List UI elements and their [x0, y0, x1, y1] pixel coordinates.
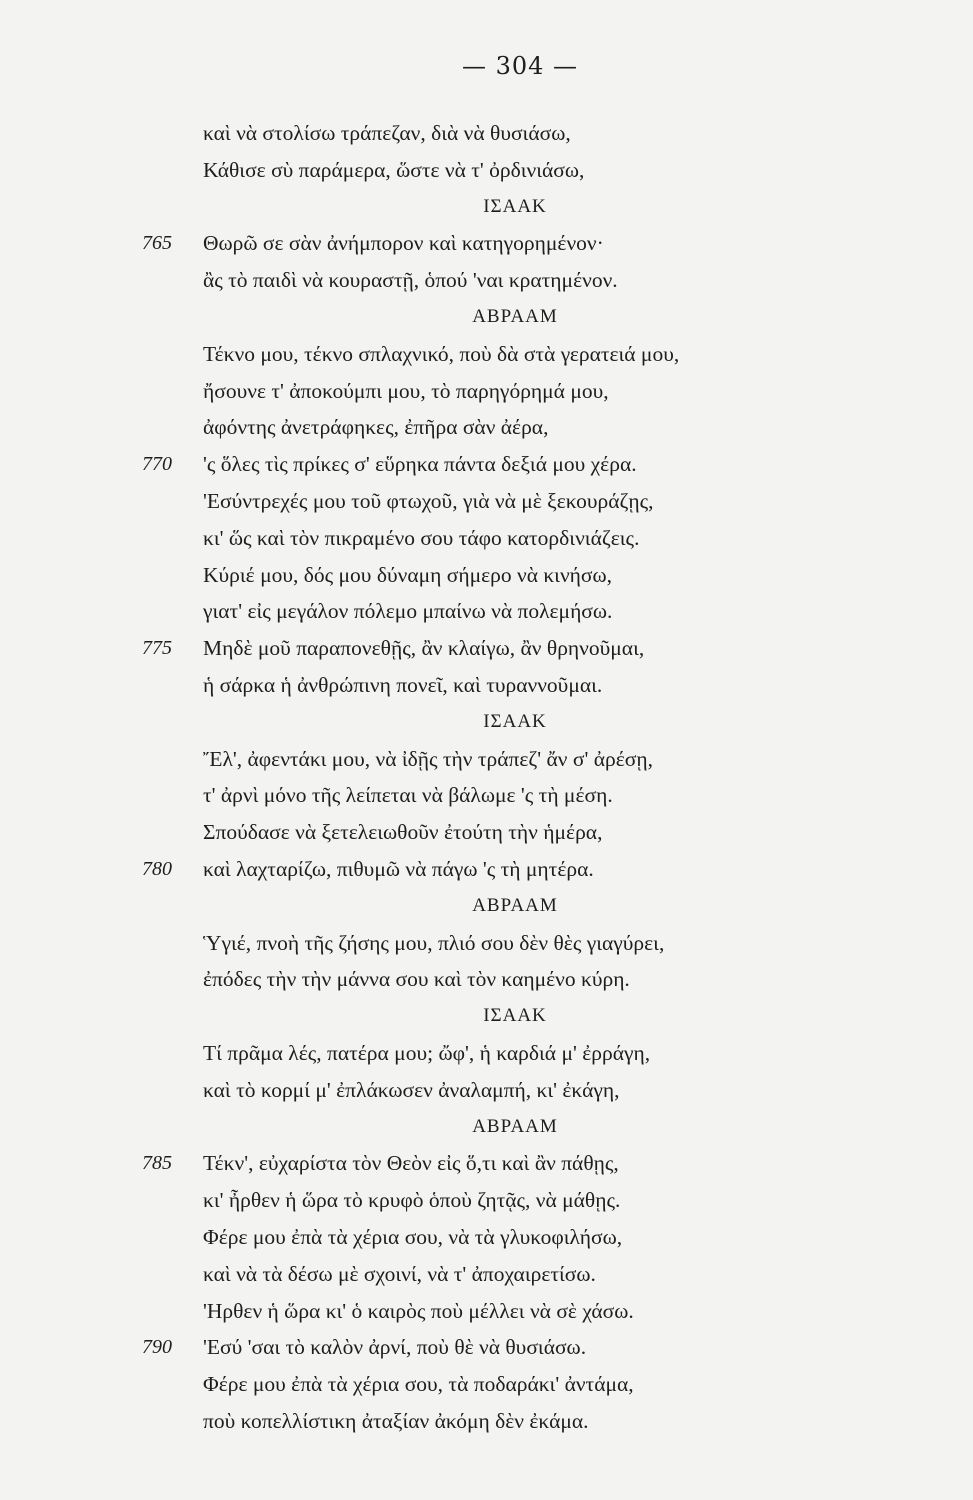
verse-line [0, 116, 973, 150]
verse-text: Τέκν', εὐχαρίστα τὸν Θεὸν εἰς ὅ,τι καὶ ἂν πάθῃς, [203, 1151, 619, 1175]
verse-text: κι' ἦρθεν ἡ ὥρα τὸ κρυφὸ ὁποὺ ζητᾷς, νὰ μάθῃς. [203, 1188, 621, 1212]
verse-line [0, 852, 973, 886]
speaker-name: ΙΣΑΑΚ [483, 196, 547, 217]
verse-line [0, 1367, 973, 1401]
verse-text: ἂς τὸ παιδὶ νὰ κουραστῇ, ὁπού 'ναι κρατημένον. [203, 268, 618, 292]
verse-text: γιατ' εἰς μεγάλον πόλεμο μπαίνω νὰ πολεμήσω. [203, 599, 613, 623]
verse-text: Φέρε μου ἐπὰ τὰ χέρια σου, τὰ ποδαράκι' ἀντάμα, [203, 1372, 634, 1396]
verse-text: 'Εσύντρεχές μου τοῦ φτωχοῦ, γιὰ νὰ μὲ ξεκουράζῃς, [203, 489, 654, 513]
verse-line [0, 1036, 973, 1070]
verse-line [0, 1257, 973, 1291]
verse-line [0, 815, 973, 849]
speaker-name: ΑΒΡΑΑΜ [472, 306, 558, 327]
verse-line [0, 962, 973, 996]
verse-line [0, 926, 973, 960]
verse-line [0, 1404, 973, 1438]
verse-text: ἐπόδες τὴν τὴν μάννα σου καὶ τὸν καημένο κύρη. [203, 967, 630, 991]
verse-line [0, 1073, 973, 1107]
verse-text: Κύριέ μου, δός μου δύναμη σήμερο νὰ κινήσω, [203, 563, 613, 587]
verse-number: 775 [142, 637, 172, 659]
verse-text: καὶ τὸ κορμί μ' ἐπλάκωσεν ἀναλαμπή, κι' ἐκάγη, [203, 1078, 620, 1102]
verse-line [0, 337, 973, 371]
page-number: — 304 — [461, 52, 579, 80]
verse-text: Τί πρᾶμα λές, πατέρα μου; ὤφ', ἡ καρδιά μ' ἐρράγη, [203, 1041, 651, 1065]
verse-line [0, 668, 973, 702]
verse-line [0, 1183, 973, 1217]
verse-line [0, 374, 973, 408]
verse-text: Θωρῶ σε σὰν ἀνήμπορον καὶ κατηγορημένον· [203, 231, 604, 255]
verse-line [0, 594, 973, 628]
verse-line [0, 778, 973, 812]
verse-text: Κάθισε σὺ παράμερα, ὥστε νὰ τ' ὀρδινιάσω, [203, 158, 585, 182]
verse-text: καὶ λαχταρίζω, πιθυμῶ νὰ πάγω 'ς τὴ μητέρα. [203, 857, 594, 881]
speaker-name: ΑΒΡΑΑΜ [472, 1116, 558, 1137]
verse-line [0, 263, 973, 297]
verse-text: 'Ηρθεν ἡ ὥρα κι' ὁ καιρὸς ποὺ μέλλει νὰ σὲ χάσω. [203, 1299, 634, 1323]
verse-line [0, 153, 973, 187]
speaker-name: ΑΒΡΑΑΜ [472, 895, 558, 916]
verse-text: τ' ἀρνὶ μόνο τῆς λείπεται νὰ βάλωμε 'ς τὴ μέση. [203, 783, 613, 807]
verse-text: Σπούδασε νὰ ξετελειωθοῦν ἐτούτη τὴν ἡμέρα, [203, 820, 603, 844]
verse-text: 'Εσύ 'σαι τὸ καλὸν ἀρνί, ποὺ θὲ νὰ θυσιάσω. [203, 1335, 587, 1359]
speaker-name: ΙΣΑΑΚ [483, 1005, 547, 1026]
verse-text: Τέκνο μου, τέκνο σπλαχνικό, ποὺ δὰ στὰ γερατειά μου, [203, 342, 680, 366]
verse-line [0, 742, 973, 776]
verse-number: 790 [142, 1336, 172, 1358]
verse-text: ἀφόντης ἀνετράφηκες, ἐπῆρα σὰν ἀέρα, [203, 415, 549, 439]
verse-text: ἤσουνε τ' ἀποκούμπι μου, τὸ παρηγόρημά μου, [203, 379, 609, 403]
verse-number: 780 [142, 858, 172, 880]
verse-text: Ἔλ', ἀφεντάκι μου, νὰ ἰδῇς τὴν τράπεζ' ἄν σ' ἀρέσῃ, [203, 747, 653, 771]
verse-number: 765 [142, 232, 172, 254]
verse-text: καὶ νὰ τὰ δέσω μὲ σχοινί, νὰ τ' ἀποχαιρετίσω. [203, 1262, 596, 1286]
verse-text: Ὑγιέ, πνοὴ τῆς ζήσης μου, πλιό σου δὲν θὲς γιαγύρει, [203, 931, 665, 955]
verse-line [0, 1330, 973, 1364]
verse-line [0, 1220, 973, 1254]
verse-text: καὶ νὰ στολίσω τράπεζαν, διὰ νὰ θυσιάσω, [203, 121, 571, 145]
verse-line [0, 484, 973, 518]
verse-text: κι' ὥς καὶ τὸν πικραμένο σου τάφο κατορδινιάζεις. [203, 526, 640, 550]
verse-line [0, 558, 973, 592]
verse-line [0, 1146, 973, 1180]
verse-line [0, 631, 973, 665]
verse-line [0, 1294, 973, 1328]
verse-line [0, 521, 973, 555]
verse-line [0, 447, 973, 481]
verse-text: 'ς ὅλες τὶς πρίκες σ' εὕρηκα πάντα δεξιά μου χέρα. [203, 452, 637, 476]
verse-line [0, 226, 973, 260]
verse-text: ποὺ κοπελλίστικη ἀταξίαν ἀκόμη δὲν ἐκάμα. [203, 1409, 589, 1433]
speaker-name: ΙΣΑΑΚ [483, 711, 547, 732]
verse-text: Φέρε μου ἐπὰ τὰ χέρια σου, νὰ τὰ γλυκοφιλήσω, [203, 1225, 623, 1249]
verse-number: 785 [142, 1152, 172, 1174]
verse-number: 770 [142, 453, 172, 475]
verse-text: ἡ σάρκα ἡ ἀνθρώπινη πονεῖ, καὶ τυραννοῦμαι. [203, 673, 603, 697]
verse-text: Μηδὲ μοῦ παραπονεθῇς, ἂν κλαίγω, ἂν θρηνοῦμαι, [203, 636, 645, 660]
verse-line [0, 410, 973, 444]
